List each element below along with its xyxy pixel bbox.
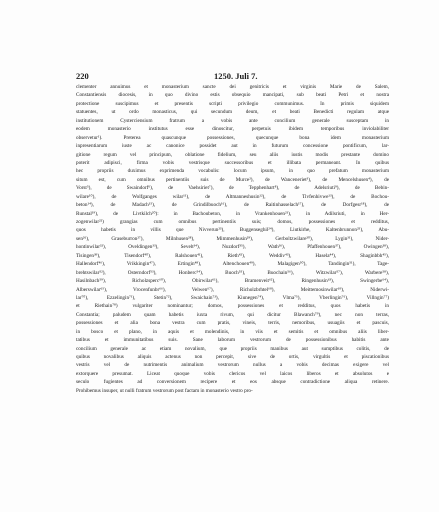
text-line: statuentes, ut ordo monasticus, qui secundum deum, et beati Benedicti regulam atque: [76, 109, 389, 116]
text-line: hontinwilar³²), Oveldingen³³), Sevelt³⁴), Nuzdorf³⁵), Wath³⁶), Pfaffenhouen³⁷), Owingen³⁸),: [76, 244, 389, 251]
text-line: Hasilnbach⁵⁹), Richolzsperc⁶⁰), Obirwilar⁶¹), Bramenveit⁶²), Ringenhusin⁶³), Swingerbe⁶⁴),: [76, 278, 389, 285]
text-line: seculo fugientes ad conversionem recipere et eos absque contradictione aliqua retinere.: [76, 379, 389, 386]
text-line: Prohibemus insuper, ut nulli fratrum vestrorum post factam in monasterio vestro pro-: [76, 387, 253, 394]
text-line: concilium generale ac etiam novalium, que propriis manibus aut sumptibus colitis, de: [76, 345, 389, 352]
text-line: et Riethain⁷⁸) vulgariter nominantur; domos, possessiones et redditus, quos habetis in: [76, 303, 389, 310]
text-line: lar⁷⁰), Ezzelingin⁷¹), Stetin⁷²), Swaichain⁷³), Kiunegen⁷⁴), Vlma⁷⁵), Vberlingin⁷⁶), Villngin⁷⁷): [76, 294, 389, 301]
text-line: situm est, cum omnibus pertinentiis suis de Murce²), de Wanceneriet³), de Mencelshusen⁴), de: [76, 176, 389, 183]
text-line: poterit adipisci, firma vobis vestrisque successoribus et illibata permaneant. In quibus: [76, 159, 389, 166]
text-line: Tisingen³⁹), Tisendorf⁴⁰), Ralshouen⁴¹), Rieth⁴²), Weddiv⁴³), Hasela⁴⁴), Shaginbbh⁴⁵),: [76, 252, 389, 259]
text-line: hec propriis duximus exprimenda vocabulis: locum ipsum, in quo prefatum monasterium: [76, 168, 389, 175]
header-date: 1250. Juli 7.: [214, 71, 258, 81]
text-line: Alberswilar⁶⁵), Vrocenfunbr⁶⁶), Velwen⁶⁷), Richolzbrhtel⁶⁸), Meittemosinwilar⁶⁹), Niderwi-: [76, 286, 389, 293]
text-line: eodem monasterio institutus esse dinoscitur, perpetuis ibidem temporibus inviolabiliter: [76, 126, 389, 133]
text-line: observetur¹). Preterea quascunque possessiones, quecunque bona idem monasterium: [76, 134, 389, 141]
text-line: in bosco et plano, in aquis et molendinis, in viis et semitis et omnibus aliis liber-: [76, 328, 389, 335]
page-header: [76, 71, 389, 81]
text-line: brehtswilar⁵²), Osterndorf⁵³), Honberc⁵⁴), Buoch⁵⁵), Buochain⁵⁶), Witzwilar⁵⁷), Warbere⁵⁸),: [76, 269, 389, 276]
text-line: vestris vel de nutrimentis animalium vestrorum nullus a vobis decimas exigere vel: [76, 362, 389, 369]
text-line: Runstal¹⁹), de Livtkilch²⁰): in Bachoubeton, in Vrankenhouen²¹), in Adilsriuti, in Her-: [76, 210, 389, 217]
text-line: gitione regum vel principum, oblatione fidelium, seu aliis iustis modis prestante domino: [76, 151, 389, 158]
text-line: institutionem Cysterciensium fratrum a vobis ante concilium generale susceptam in: [76, 117, 389, 124]
page-number: 220: [76, 71, 89, 81]
text-line: Hallendorf⁴⁶), Vrikkingin⁴⁷), Ertingin⁴⁸), Altenchouen⁴⁹), Malagigen⁵⁰), Tandingin⁵¹), Tage-: [76, 261, 389, 268]
text-line: zogenwilar²²) grangias cum omnibus pertinentiis suis; domos, possessiones et redditus,: [76, 219, 389, 225]
text-line: quibus novalibus aliquis actenus non percepit, sive de ortis, virgultis et piscationibus: [76, 354, 389, 360]
text-line: protectione suscipimus et presentis scripti privilegio communimus. In primis siquidem: [76, 100, 389, 107]
text-line: Constantia; paludem quam habetis iuxta rivum, qui dicitur Blawanch⁷⁹), nec non terras,: [76, 311, 389, 318]
text-line: clementer annuimus et monasterium sancte dei genitricis et virginis Marie de Salem,: [76, 84, 389, 90]
text-line: inpresentiarum iuste ac canonice possidet aut in futurum concessione pontificum, lar-: [76, 143, 389, 150]
text-line: wilare¹⁰), de Wolfganges wilar¹¹), de Altmanneshusin¹²), de Tivfenhivwe¹³), de Bochou-: [76, 193, 389, 200]
text-line: extorquere presumat. Liceat quoque vobis clericos vel laicos liberos et absolutos e: [76, 370, 389, 377]
text-line: beton¹⁴), de Madach¹⁵), de Grindilbuoch¹⁶), de Raitinhasselach¹⁷), de Dorfgesr¹⁸), de: [76, 202, 389, 209]
text-line: Constantiensis diocesis, in quo divino estis obsequio mancipati, sub beati Petri et nostra: [76, 92, 389, 99]
text-line: sen²⁶), Graseburron²⁷), Milnhusen²⁸), Mimmenhusin²⁹), Gerboltzwilare³⁰), Lygin³¹), Nider-: [76, 235, 389, 242]
text-line: possessiones et alia bona vestra cum pratis, vineis, terris, nemoribus, usuagiis et pascuis,: [76, 320, 389, 327]
text-line: quos habetis in villis que Nivverun²³), Buggenseghil²⁴), Liutkirhe, Kaltenbrunnon²⁵), Abu-: [76, 227, 389, 234]
charter-text: [76, 83, 389, 453]
text-line: Vorst⁵), de Swaindorf⁶), de Vaehsiriet⁷), de Tepphenhart⁸), de Adelsriuti⁹), de Bebin-: [76, 185, 389, 192]
text-line: tatibus et immunitatibus suis. Sane laborum vestrorum de possessionibus habitis ante: [76, 337, 389, 344]
